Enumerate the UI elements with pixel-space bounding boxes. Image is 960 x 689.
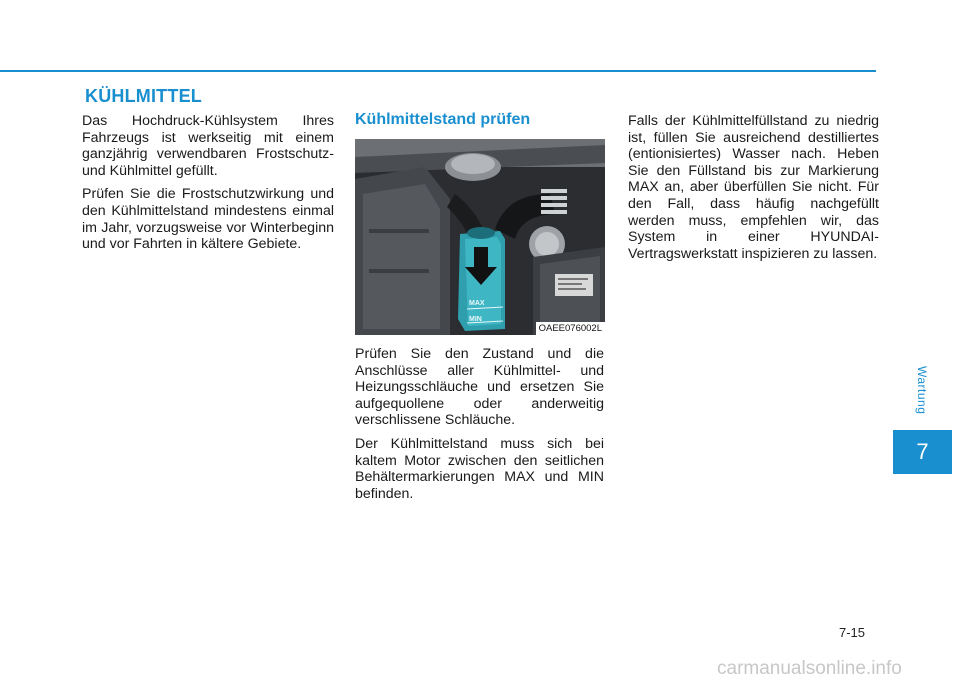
page-number: 7-15: [839, 625, 866, 640]
left-paragraph-1: Das Hochdruck-Kühlsystem Ihres Fahrzeugs ist werkseitig mit einem ganzjährig verwendbaren Frostschutz- und Kühlmittel gefüllt.: [82, 113, 334, 179]
chapter-tab[interactable]: 7: [893, 430, 952, 474]
sub-heading: Kühlmittelstand prüfen: [355, 111, 531, 128]
watermark[interactable]: carmanualsonline.info: [717, 658, 902, 679]
middle-column: [355, 346, 604, 509]
right-paragraph-1: Falls der Kühlmittelfüllstand zu niedrig ist, füllen Sie ausreichend destilliertes (entionisiertes) Wasser nach. Heben Sie den Füllstand bis zur Markierung MAX an, aber überfüllen Sie nicht. Für den Fall, dass häufig nachgefüllt werden muss, empfehlen wir, das System in einer HYUNDAI-Vertragswerkstatt inspizieren zu lassen.: [628, 113, 879, 262]
chapter-label: Wartung: [915, 366, 929, 415]
middle-paragraph-1: Prüfen Sie den Zustand und die Anschlüsse aller Kühlmittel- und Heizungsschläuche und ersetzen Sie aufgequollene oder anderweitig verschlissene Schläuche.: [355, 346, 604, 429]
figure-code: OAEE076002L: [536, 322, 605, 335]
max-mark-label: MAX: [469, 300, 485, 307]
top-rule: [0, 70, 876, 72]
section-title: KÜHLMITTEL: [85, 86, 202, 106]
middle-paragraph-2: Der Kühlmittelstand muss sich bei kaltem Motor zwischen den seitlichen Behältermarkierungen MAX und MIN befinden.: [355, 435, 604, 502]
left-paragraph-2: Prüfen Sie die Frostschutzwirkung und den Kühlmittelstand mindestens einmal im Jahr, vorzugsweise vor Winterbeginn und vor Fahrten in kältere Gebiete.: [82, 186, 334, 253]
right-column: [628, 113, 879, 269]
coolant-reservoir-photo: [355, 139, 605, 335]
min-mark-label: MIN: [469, 316, 482, 323]
left-column: [82, 113, 334, 260]
